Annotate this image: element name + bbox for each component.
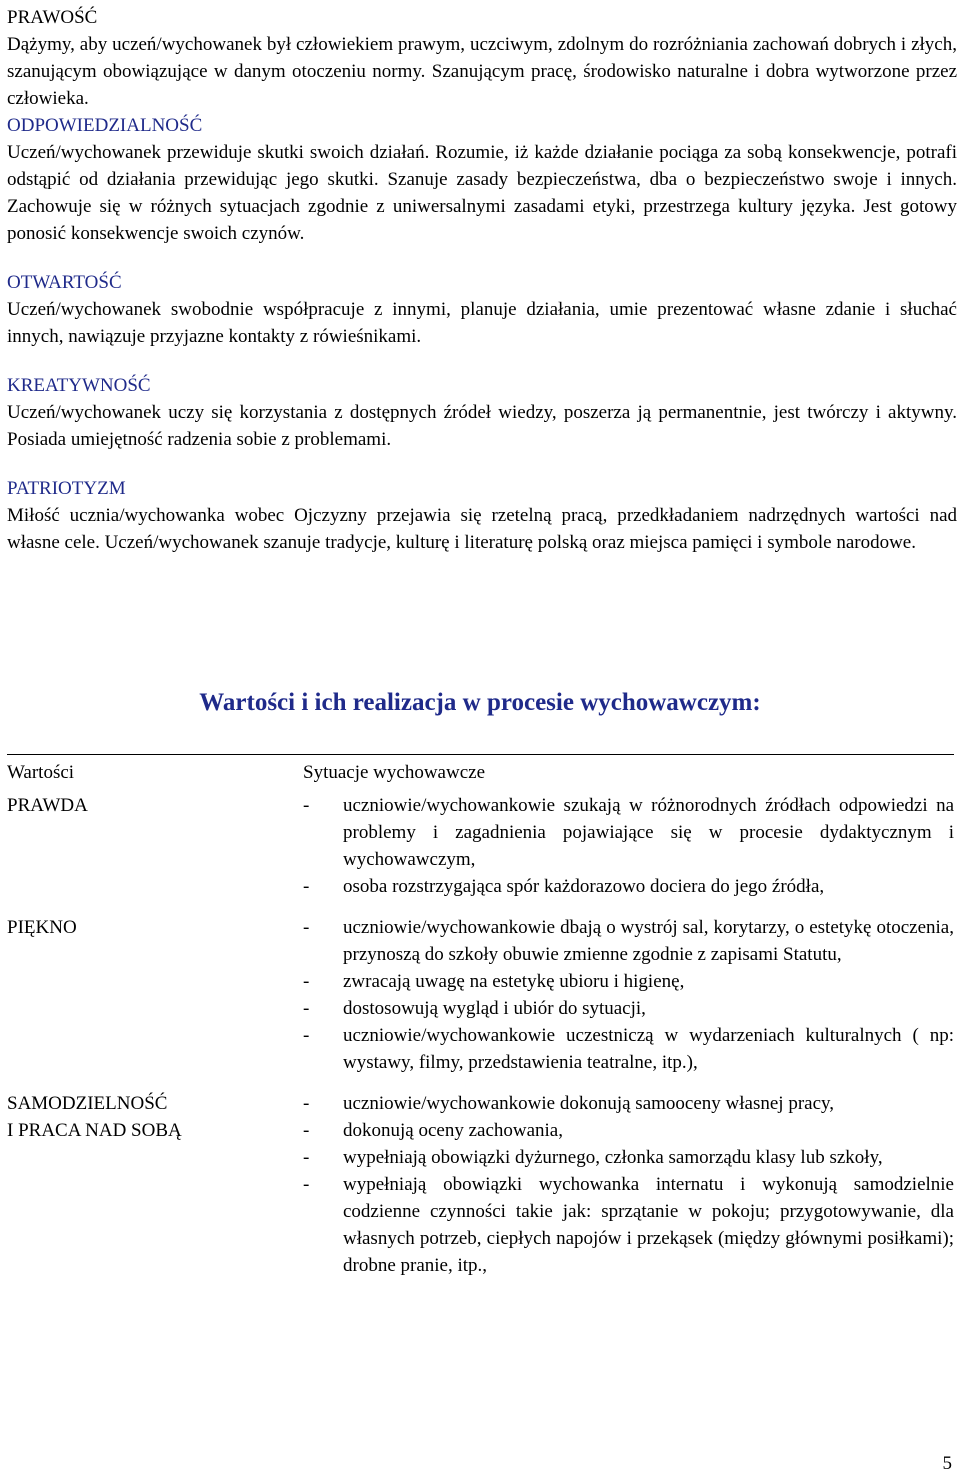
list-item-text: uczniowie/wychowankowie szukają w różnorodnych źródłach odpowiedzi na problemy i zagadnienia pojawiające się w procesie dydaktycznym i wychowawczym, <box>343 795 954 870</box>
section-text: Dążymy, aby uczeń/wychowanek był człowiekiem prawym, uczciwym, zdolnym do rozróżniania zachowań dobrych i złych, szanującym obowiązujące w danym otoczeniu normy. Szanującym pracę, środowisko naturalne i dobra wytworzone przez człowieka. <box>7 34 957 109</box>
spacer <box>7 247 957 269</box>
document-body <box>7 4 957 556</box>
list-item <box>303 914 954 968</box>
situations-list <box>303 792 954 900</box>
spacer <box>7 453 957 475</box>
dash-bullet: - <box>303 1147 310 1168</box>
spacer <box>7 350 957 372</box>
list-item-text: osoba rozstrzygająca spór każdorazowo dociera do jego źródła, <box>343 876 825 897</box>
section-kreatywnosc <box>7 372 957 453</box>
section-text: Uczeń/wychowanek uczy się korzystania z dostępnych źródeł wiedzy, poszerza ją permanentnie, jest twórczy i aktywny. Posiada umiejętność radzenia sobie z problemami. <box>7 402 957 450</box>
section-heading: PATRIOTYZM <box>7 478 126 499</box>
section-text: Uczeń/wychowanek swobodnie współpracuje z innymi, planuje działania, umie prezentować własne zdanie i słuchać innych, nawiązuje przyjazne kontakty z rówieśnikami. <box>7 299 957 347</box>
list-item <box>303 792 954 873</box>
table-row <box>7 1090 954 1279</box>
list-item <box>303 1090 954 1117</box>
list-item-text: dostosowują wygląd i ubiór do sytuacji, <box>343 998 646 1019</box>
list-item-text: dokonują oceny zachowania, <box>343 1120 563 1141</box>
list-item <box>303 873 954 900</box>
list-item <box>303 1022 954 1076</box>
list-item <box>303 1117 954 1144</box>
table-row <box>7 914 954 1076</box>
dash-bullet: - <box>303 1025 310 1046</box>
list-item <box>303 1171 954 1279</box>
value-name <box>7 1090 303 1279</box>
section-heading: ODPOWIEDZIALNOŚĆ <box>7 115 203 136</box>
list-item <box>303 968 954 995</box>
situations-list <box>303 914 954 1076</box>
page-title: Wartości i ich realizacja w procesie wychowawczym: <box>199 689 761 716</box>
section-text: Miłość ucznia/wychowanka wobec Ojczyzny przejawia się rzetelną pracą, przedkładaniem nadrzędnych wartości nad własne cele. Uczeń/wychowanek szanuje tradycje, kulturę i literaturę polską oraz miejsca pamięci i symbole narodowe. <box>7 505 957 553</box>
value-name-line: I PRACA NAD SOBĄ <box>7 1120 182 1141</box>
table-row <box>7 792 954 900</box>
dash-bullet: - <box>303 917 310 938</box>
section-text: Uczeń/wychowanek przewiduje skutki swoich działań. Rozumie, iż każde działanie pociąga za sobą konsekwencje, potrafi odstąpić od działania przewidując jego skutki. Szanuje zasady bezpieczeństwa, dba o bezpieczeństwo swoje i innych. Zachowuje się w różnych sytuacjach zgodnie z uniwersalnymi zasadami etyki, przestrzega kultury języka. Jest gotowy ponosić konsekwencje swoich czynów. <box>7 142 957 244</box>
section-prawosc <box>7 4 957 112</box>
dash-bullet: - <box>303 795 310 816</box>
section-heading: OTWARTOŚĆ <box>7 272 122 293</box>
section-patriotyzm <box>7 475 957 556</box>
value-name: PIĘKNO <box>7 917 77 938</box>
dash-bullet: - <box>303 876 310 897</box>
table-header-row <box>7 759 954 786</box>
dash-bullet: - <box>303 1120 310 1141</box>
section-heading: PRAWOŚĆ <box>7 7 98 28</box>
page-number: 5 <box>942 1453 952 1474</box>
section-odpowiedzialnosc <box>7 112 957 247</box>
list-item-text: wypełniają obowiązki dyżurnego, członka samorządu klasy lub szkoły, <box>343 1147 883 1168</box>
dash-bullet: - <box>303 971 310 992</box>
value-name-line: SAMODZIELNOŚĆ <box>7 1093 168 1114</box>
list-item-text: uczniowie/wychowankowie dokonują samooceny własnej pracy, <box>343 1093 835 1114</box>
value-name: PRAWDA <box>7 795 88 816</box>
list-item-text: uczniowie/wychowankowie dbają o wystrój sal, korytarzy, o estetykę otoczenia, przynoszą do szkoły obuwie zmienne zgodnie z zapisami Statutu, <box>343 917 954 965</box>
list-item-text: uczniowie/wychowankowie uczestniczą w wydarzeniach kulturalnych ( np: wystawy, filmy, przedstawienia teatralne, itp.), <box>343 1025 954 1073</box>
section-heading: KREATYWNOŚĆ <box>7 375 151 396</box>
list-item <box>303 1144 954 1171</box>
list-item-text: wypełniają obowiązki wychowanka internatu i wykonują samodzielnie codzienne czynności takie jak: sprzątanie w pokoju; przygotowywanie, dla własnych potrzeb, ciepłych napojów i przekąsek (między głównymi posiłkami); drobne pranie, itp., <box>343 1174 954 1276</box>
dash-bullet: - <box>303 1093 310 1114</box>
column-header-situations: Sytuacje wychowawcze <box>303 762 486 783</box>
dash-bullet: - <box>303 1174 310 1195</box>
section-otwartosc <box>7 269 957 350</box>
list-item-text: zwracają uwagę na estetykę ubioru i higienę, <box>343 971 685 992</box>
situations-list <box>303 1090 954 1279</box>
list-item <box>303 995 954 1022</box>
values-table <box>7 754 954 1293</box>
dash-bullet: - <box>303 998 310 1019</box>
column-header-values: Wartości <box>7 762 75 783</box>
